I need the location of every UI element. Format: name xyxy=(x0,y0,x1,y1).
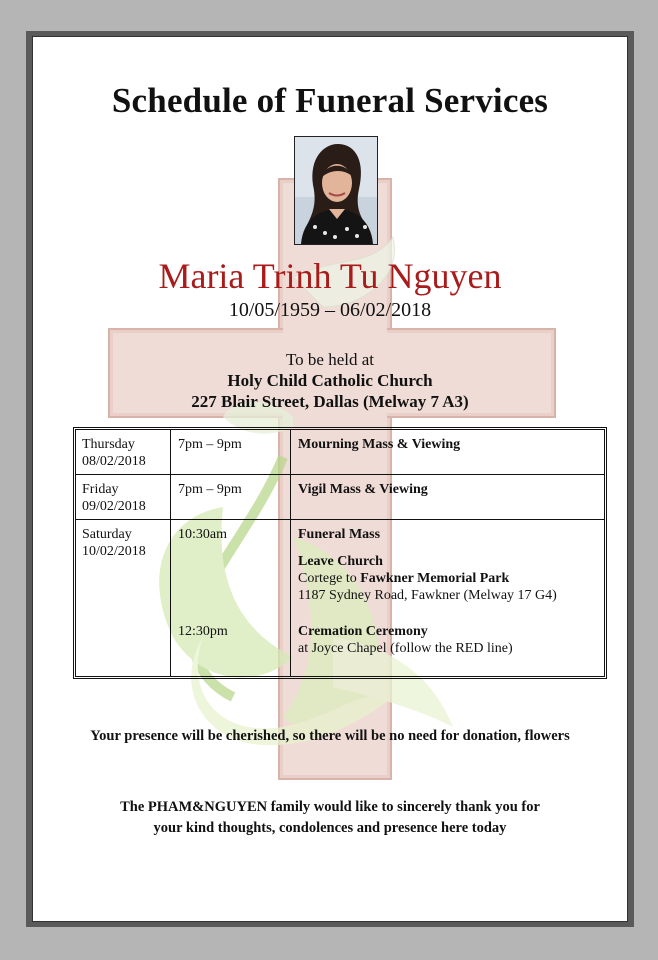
time-cell: 10:30am xyxy=(178,527,227,542)
table-row xyxy=(76,475,604,520)
venue-address: 227 Blair Street, Dallas (Melway 7 A3) xyxy=(191,392,469,411)
date-label: 08/02/2018 xyxy=(82,454,146,469)
portrait-photo xyxy=(294,136,378,245)
event-cell-2 xyxy=(298,623,598,657)
life-dates: 10/05/1959 – 06/02/2018 xyxy=(228,299,432,321)
day-cell xyxy=(82,481,170,515)
day-label: Thursday xyxy=(82,437,135,452)
thanks-line-2: your kind thoughts, condolences and presence here today xyxy=(153,820,507,836)
table-row xyxy=(76,430,604,475)
poster-frame xyxy=(26,31,634,927)
event2-title: Cremation Ceremony xyxy=(298,624,428,639)
venue-block xyxy=(33,349,627,412)
sub-event-title: Leave Church xyxy=(298,554,383,569)
event-cell: Mourning Mass & Viewing xyxy=(298,437,461,452)
date-label: 09/02/2018 xyxy=(82,499,146,514)
thanks-line-1: The PHAM&NGUYEN family would like to sincerely thank you for xyxy=(120,799,540,815)
deceased-name: Maria Trinh Tu Nguyen xyxy=(158,256,502,296)
time-cell: 7pm – 9pm xyxy=(178,482,242,497)
venue-name: Holy Child Catholic Church xyxy=(227,371,433,390)
cortege-address: 1187 Sydney Road, Fawkner (Melway 17 G4) xyxy=(298,588,557,603)
donation-note: Your presence will be cherished, so there will be no need for donation, flowers xyxy=(90,728,570,744)
schedule-table xyxy=(73,427,607,679)
poster xyxy=(32,36,628,922)
page-title: Schedule of Funeral Services xyxy=(111,81,549,120)
event2-detail: at Joyce Chapel (follow the RED line) xyxy=(298,641,513,656)
thank-you-message xyxy=(33,797,627,839)
table-row xyxy=(76,520,604,676)
event-cell: Vigil Mass & Viewing xyxy=(298,482,428,497)
held-intro: To be held at xyxy=(285,350,375,369)
day-cell xyxy=(82,436,170,470)
event-cell xyxy=(298,526,598,604)
cortege-line xyxy=(298,570,598,587)
day-label: Friday xyxy=(82,482,119,497)
time-cell-2: 12:30pm xyxy=(178,624,228,639)
time-cell: 7pm – 9pm xyxy=(178,437,242,452)
cortege-place: Fawkner Memorial Park xyxy=(360,571,510,586)
event-title: Funeral Mass xyxy=(298,527,381,542)
cortege-prefix: Cortege to xyxy=(298,571,357,586)
day-cell xyxy=(82,526,170,560)
date-label: 10/02/2018 xyxy=(82,544,146,559)
day-label: Saturday xyxy=(82,527,132,542)
